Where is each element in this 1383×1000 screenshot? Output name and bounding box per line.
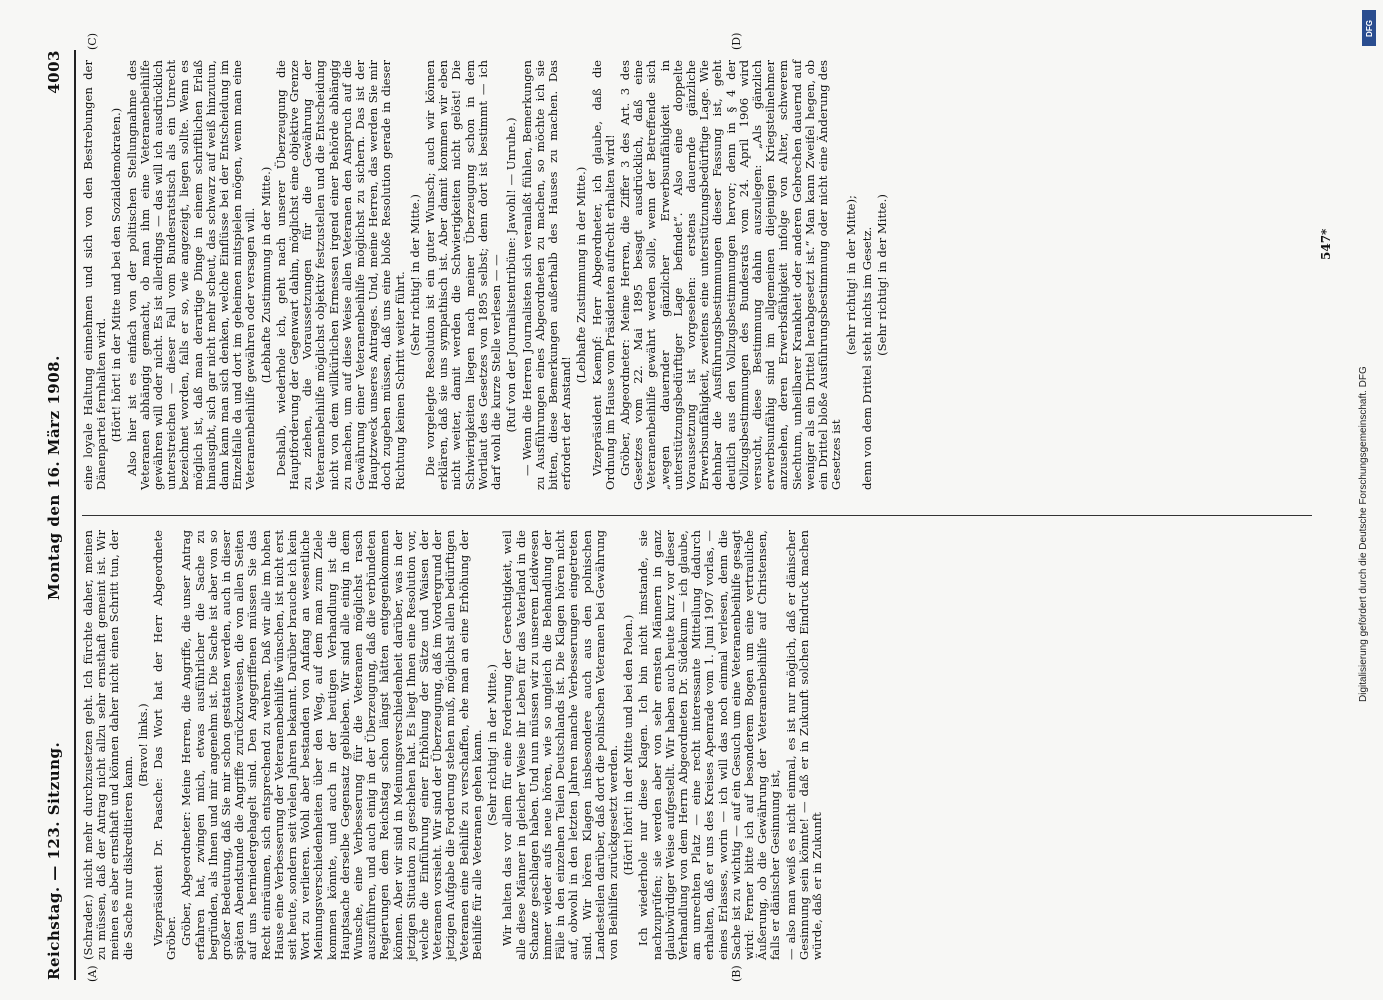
- paragraph: Die vorgelegte Resolution ist ein guter Wunsch; auch wir können erklären, daß sie uns sympathisch ist. Aber damit kommen wir eben nicht weiter, damit werden die Schwierigkeiten nicht gelöst! Die Schwierigkeiten liegen nach meiner Überzeugung schon in dem Wortlaut des Gesetzes von 1895 selbst; denn dort ist bestimmt — ich darf wohl die kurze Stelle verlesen — —: [423, 60, 504, 490]
- margin-mark-a: (A): [86, 965, 99, 982]
- paragraph: Gröber, Abgeordneter: Meine Herren, die Angriffe, die unser Antrag erfahren hat, zwingen mich, etwas ausführlicher die Sache zu begründen, als Ihnen und mir angenehm ist. Die Sache ist aber von so großer Bedeutung, daß Sie mir schon gestatten werden, auch in dieser späten Abendstunde die Angriffe zurückzuweisen, die von allen Seiten auf uns herniedergehagelt sind. Den Angegriffenen müssen Sie das Recht einräumen, sich entsprechend zu wehren. Daß wir alle im hohen Hause eine Verbesserung der Veteranenbeihilfe wünschen, ist nicht erst seit heute, sondern seit vielen Jahren bekannt. Darüber brauche ich kein Wort zu verlieren. Wohl aber bestanden von Anfang an wesentliche Meinungsverschiedenheiten über den Weg, auf dem man zum Ziele kommen könnte, und auch in der heutigen Verhandlung ist die Hauptsache derselbe Gegensatz geblieben. Wir sind alle einig in dem Wunsche, eine Verbesserung für die Veteranen möglichst rasch auszuführen, und auch einig in der Überzeugung, daß die verbündeten Regierungen dem Reichstag schon längst hätten entgegenkommen können. Aber wir sind in Meinungsverschiedenheit darüber, was in der jetzigen Situation zu geschehen hat. Es liegt Ihnen eine Resolution vor, welche die Einführung einer Erhöhung der Sätze und Waisen der Veteranen vorsieht. Wir sind der Überzeugung, daß im Vordergrund der jetzigen Aufgabe die Forderung stehen muß, möglichst allen bedürftigen Veteranen eine Beihilfe zu verschaffen, ehe man an eine Erhöhung der Beihilfe für alle Veteranen gehen kann.: [179, 530, 484, 960]
- header-rule: [74, 50, 76, 980]
- paragraph: (Schrader.) nicht mehr durchzusetzen geht. Ich fürchte daher, meinen zu müssen, daß der Antrag nicht allzu sehr ernsthaft gemeint ist. Wir meinen es aber ernsthaft und können daher nicht einen Schritt tun, der die Sache nur diskreditieren kann.: [81, 530, 135, 960]
- interjection: (Ruf von der Journalistentribüne: Jawohl! — Unruhe.): [504, 117, 519, 433]
- interjection: (Lebhafte Zustimmung in der Mitte.): [258, 166, 273, 384]
- interjection: (Sehr richtig! in der Mitte.): [485, 664, 500, 826]
- interjection: (sehr richtig! in der Mitte);: [844, 195, 859, 355]
- margin-mark-d: (D): [730, 32, 743, 50]
- margin-mark-b: (B): [730, 965, 743, 982]
- dfg-logo-text: DFG: [1364, 19, 1374, 37]
- page-footer: 547*: [1319, 228, 1333, 260]
- digitization-note-text: Digitalisierung gefördert durch die Deutsche Forschungsgemeinschaft. DFG: [1358, 366, 1369, 702]
- paragraph: denn von dem Drittel steht nichts im Gesetz.: [859, 226, 874, 490]
- column-divider: [82, 515, 1312, 516]
- margin-mark-c: (C): [86, 33, 99, 50]
- digitization-note: [1358, 12, 1378, 702]
- page-header: [45, 50, 70, 980]
- interjection: (Hört! hört! in der Mitte und bei den Sozialdemokraten.): [109, 107, 124, 443]
- paragraph: — also man weiß es nicht einmal, es ist nur möglich, daß er dänischer Gesinnung sein könnte! — daß er in Zukunft solchen Eindruck machen würde, daß er in Zukunft: [783, 530, 824, 960]
- paragraph: Also hier ist es einfach von der politischen Stellungnahme des Veteranen abhängig gemacht, ob man ihm eine Veteranenbeihilfe gewähren will oder nicht. Es ist allerdings — das will ich ausdrücklich unterstreichen — dieser Fall vom Bundesratstisch als ein Unrecht bezeichnet worden, falls er so, wie angezeigt, liegen sollte. Wenn es möglich ist, daß man derartige Dinge in einem schriftlichen Erlaß hinausgibt, sich gar nicht mehr scheut, das schwarz auf weiß hinzutun, dann kann man sich denken, welche Einflüsse bei der Entscheidung im Einzelfalle da und dort im geheimen mitspielen mögen, wenn man eine Veteranenbeihilfe gewähren oder versagen will.: [124, 60, 258, 490]
- paragraph: Vizepräsident Dr. Paasche: Das Wort hat der Herr Abgeordnete Gröber.: [151, 530, 179, 960]
- rotated-page: [30, 32, 1350, 1000]
- paragraph: Ich wiederhole nur diese Klagen. Ich bin nicht imstande, sie nachzuprüfen; sie werden aber von sehr ernsten Männern in ganz glaubwürdiger Weise aufgestellt. Wir haben auch heute kurz vor dieser Verhandlung von dem Herrn Abgeordneten Dr. Südekum — ich glaube, am unrechten Platz — eine recht interessante Mitteilung dadurch erhalten, daß er uns des Kreises Apenrade vom 1. Juni 1907 vorlas, — eines Erlasses, worin — ich will das noch einmal verlesen, denn die Sache ist zu wichtig — auf ein Gesuch um eine Veteranenbeihilfe gesagt wird: Ferner bitte ich auf besonderem Bogen um eine vertrauliche Äußerung, ob die Gewährung der Veteranenbeihilfe auf Christensen, falls er dänischer Gesinnung ist,: [636, 530, 783, 960]
- interjection: (Hört! hört! in der Mitte und bei den Polen.): [621, 614, 636, 876]
- header-date: Montag den 16. März 1908.: [45, 355, 63, 600]
- header-left: Reichstag. — 123. Sitzung.: [45, 741, 63, 980]
- paragraph: eine loyale Haltung einnehmen und sich von den Bestrebungen der Dänenpartei fernhalten wird.: [81, 60, 109, 490]
- paragraph: Deshalb, wiederhole ich, geht nach unserer Überzeugung die Hauptforderung der Gegenwart dahin, möglichst eine objektive Grenze zu ziehen, die Voraussetzungen für die Gewährung der Veteranenbeihilfe möglichst objektiv festzustellen und die Entscheidung nicht von dem willkürlichen Ermessen irgend einer Behörde abhängig zu machen, um auf diese Weise allen Veteranen den Anspruch auf die Gewährung einer Veteranenbeihilfe möglichst zu sichern. Das ist der Hauptzweck unseres Antrages. Und, meine Herren, das werden Sie mir doch zugeben müssen, daß uns eine bloße Resolution gerade in dieser Richtung keinen Schritt weiter führt.: [273, 60, 407, 490]
- paragraph: Wir halten das vor allem für eine Forderung der Gerechtigkeit, weil alle diese Männer in gleicher Weise ihr Leben für das Vaterland in die Schanze geschlagen haben. Und nun müssen wir zu unserem Leidwesen immer wieder aufs neue hören, wie so ungleich die Behandlung der Fälle in den einzelnen Teilen Deutschlands ist. Die Klagen hören nicht auf, obwohl in den letzten Jahren manche Verbesserungen eingetreten sind. Wir hören Klagen insbesondere auch aus den polnischen Landesteilen darüber, daß dort die polnischen Veteranen bei Gewährung von Beihilfen zurückgesetzt werden.: [500, 530, 620, 960]
- interjection: (Sehr richtig! in der Mitte.): [874, 194, 889, 356]
- interjection: (Bravo! links.): [135, 703, 150, 787]
- page-number: 4003: [45, 50, 63, 94]
- interjection: (Sehr richtig! in der Mitte.): [407, 194, 422, 356]
- dfg-logo: [1362, 10, 1376, 46]
- interjection: (Lebhafte Zustimmung in der Mitte.): [574, 166, 589, 384]
- paragraph: Gröber, Abgeordneter: Meine Herren, die Ziffer 3 des Art. 3 des Gesetzes vom 22. Mai 1895 besagt ausdrücklich, daß eine Veteranenbeihilfe gewährt werden solle, wenn der Betreffende sich „wegen dauernder gänzlicher Erwerbsunfähigkeit in unterstützungsbedürftiger Lage befindet“. Also eine doppelte Voraussetzung ist vorgesehen: erstens dauernde gänzliche Erwerbsunfähigkeit, zweitens eine unterstützungsbedürftige Lage. Wie dehnbar die Ausführungsbestimmungen dieser Fassung ist, geht deutlich aus den Vollzugsbestimmungen hervor; denn in § 4 der Vollzugsbestimmungen des Bundesrats vom 24. April 1906 wird versucht, diese Bestimmung dahin auszulegen: „Als gänzlich erwerbsunfähig sind im allgemeinen diejenigen Kriegsteilnehmer anzusehen, deren Erwerbsfähigkeit infolge von Alter, schwerem Siechtum, unheilbarer Krankheit oder anderen Gebrechen dauernd auf weniger als ein Drittel herabgesetzt ist.“ Man kann Zweifel hegen, ob ein Drittel bloße Ausführungsbestimmung oder nicht eine Änderung des Gesetzes ist: [617, 60, 844, 490]
- right-column: [82, 60, 891, 490]
- left-column: [82, 530, 826, 960]
- paragraph: — Wenn die Herren Journalisten sich veranlaßt fühlen, Bemerkungen zu Ausführungen eines Abgeordneten zu machen, so möchte ich sie bitten, diese Bemerkungen außerhalb des Hauses zu machen. Das erfordert der Anstand!: [519, 60, 574, 490]
- paragraph: Vizepräsident Kaempf: Herr Abgeordneter, ich glaube, daß die Ordnung im Hause vom Präsidenten aufrecht erhalten wird!: [589, 60, 617, 490]
